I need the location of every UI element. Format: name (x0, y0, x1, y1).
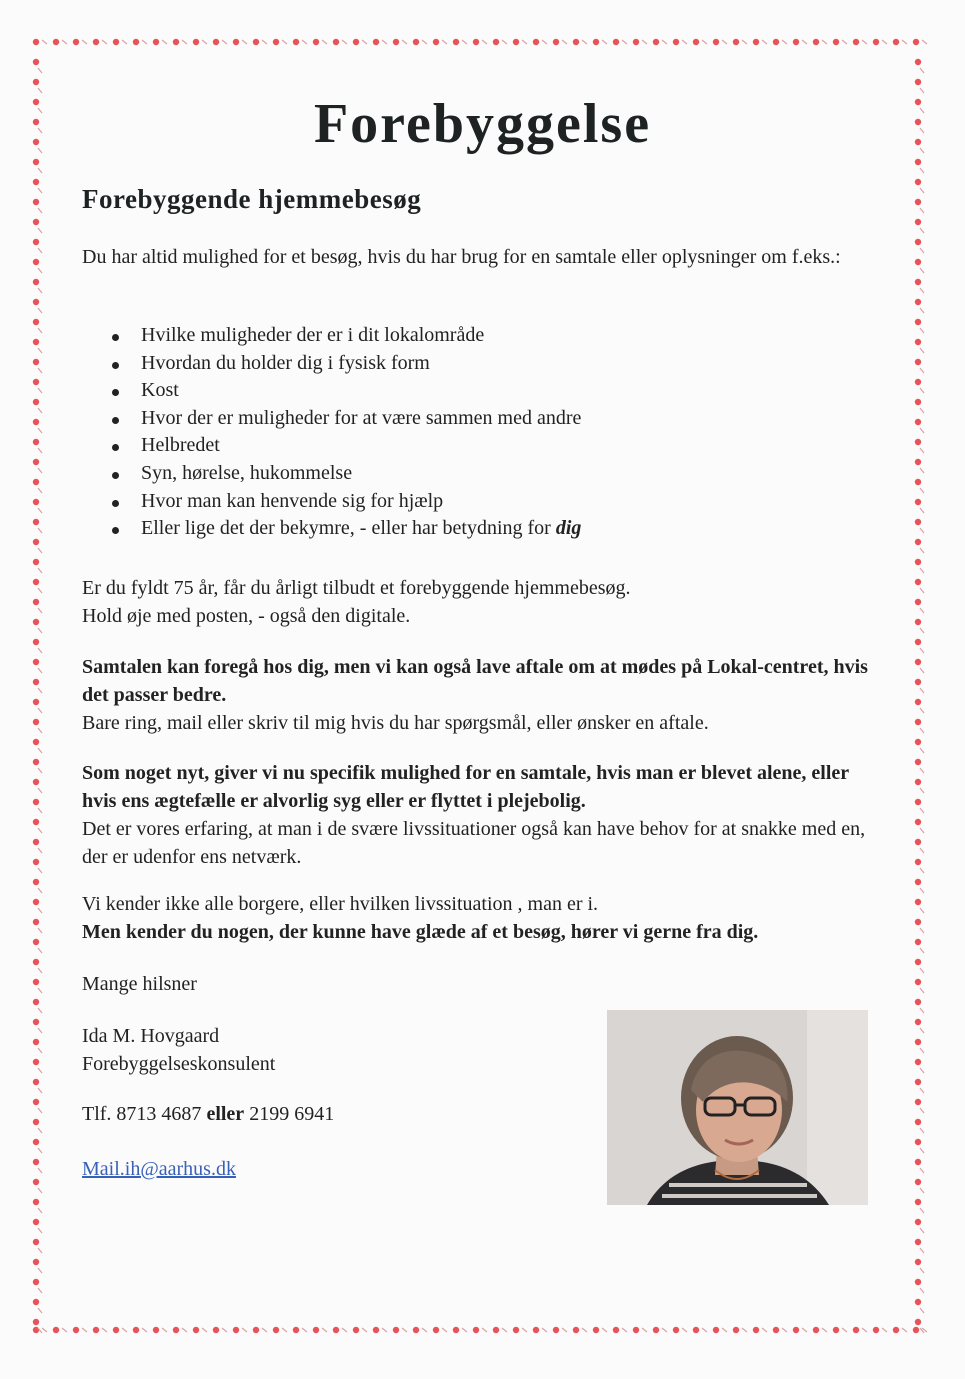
list-item: Syn, hørelse, hukommelse (108, 460, 808, 488)
section-heading: Forebyggende hjemmebesøg (82, 184, 422, 214)
list-item: Hvor der er muligheder for at være sammen med andre (108, 405, 808, 433)
phone-connector: eller (206, 1103, 245, 1125)
know-bold-text: Men kender du nogen, der kunne have glæde af et besøg, hører vi gerne fra dig. (82, 921, 759, 943)
portrait-photo (607, 1010, 868, 1205)
greeting (82, 970, 882, 998)
page-title: Forebyggelse (313, 93, 652, 155)
age-paragraph (82, 574, 882, 630)
age-text-line-1: Er du fyldt 75 år, får du årligt tilbudt et forebyggende hjemmebesøg. (82, 577, 631, 599)
phone-line (82, 1100, 562, 1128)
intro-text: Du har altid mulighed for et besøg, hvis du har brug for en samtale eller oplysninger om f.eks.: (82, 246, 841, 268)
signature-role: Forebyggelseskonsulent (82, 1053, 276, 1075)
list-item: Hvor man kan henvende sig for hjælp (108, 488, 808, 516)
email-line (82, 1155, 562, 1183)
new-offer-bold-text: Som noget nyt, giver vi nu specifik mulighed for en samtale, hvis man er blevet alene, eller hvis ens ægtefælle er alvorlig syg eller er flyttet i plejebolig. (82, 762, 849, 812)
know-paragraph (82, 890, 902, 946)
new-offer-paragraph (82, 759, 882, 871)
signature-name: Ida M. Hovgaard (82, 1025, 220, 1047)
new-offer-text: Det er vores erfaring, at man i de svære livssituationer også kan have behov for at snakke med en, der er udenfor ens netværk. (82, 818, 866, 868)
signature-block (82, 1022, 562, 1078)
meeting-paragraph (82, 653, 882, 737)
phone-number-1: Tlf. 8713 4687 (82, 1103, 207, 1125)
age-text-line-2: Hold øje med posten, - også den digitale. (82, 605, 411, 627)
topic-list (108, 322, 808, 543)
know-text: Vi kender ikke alle borgere, eller hvilken livssituation , man er i. (82, 893, 599, 915)
email-link[interactable]: Mail.ih@aarhus.dk (82, 1158, 236, 1180)
phone-number-2: 2199 6941 (244, 1103, 335, 1125)
list-item: Helbredet (108, 432, 808, 460)
greeting-text: Mange hilsner (82, 973, 197, 995)
intro-paragraph (82, 243, 882, 271)
list-item (108, 515, 808, 543)
list-item: Hvilke muligheder der er i dit lokalområde (108, 322, 808, 350)
list-item: Kost (108, 377, 808, 405)
meeting-bold-text: Samtalen kan foregå hos dig, men vi kan også lave aftale om at mødes på Lokal-centret, hvis det passer bedre. (82, 656, 868, 706)
meeting-text: Bare ring, mail eller skriv til mig hvis du har spørgsmål, eller ønsker en aftale. (82, 712, 709, 734)
list-item-text: Eller lige det der bekymre, - eller har betydning for (141, 517, 556, 540)
portrait-image (607, 1010, 868, 1205)
list-item: Hvordan du holder dig i fysisk form (108, 350, 808, 378)
emphasis-text: dig (555, 517, 582, 540)
